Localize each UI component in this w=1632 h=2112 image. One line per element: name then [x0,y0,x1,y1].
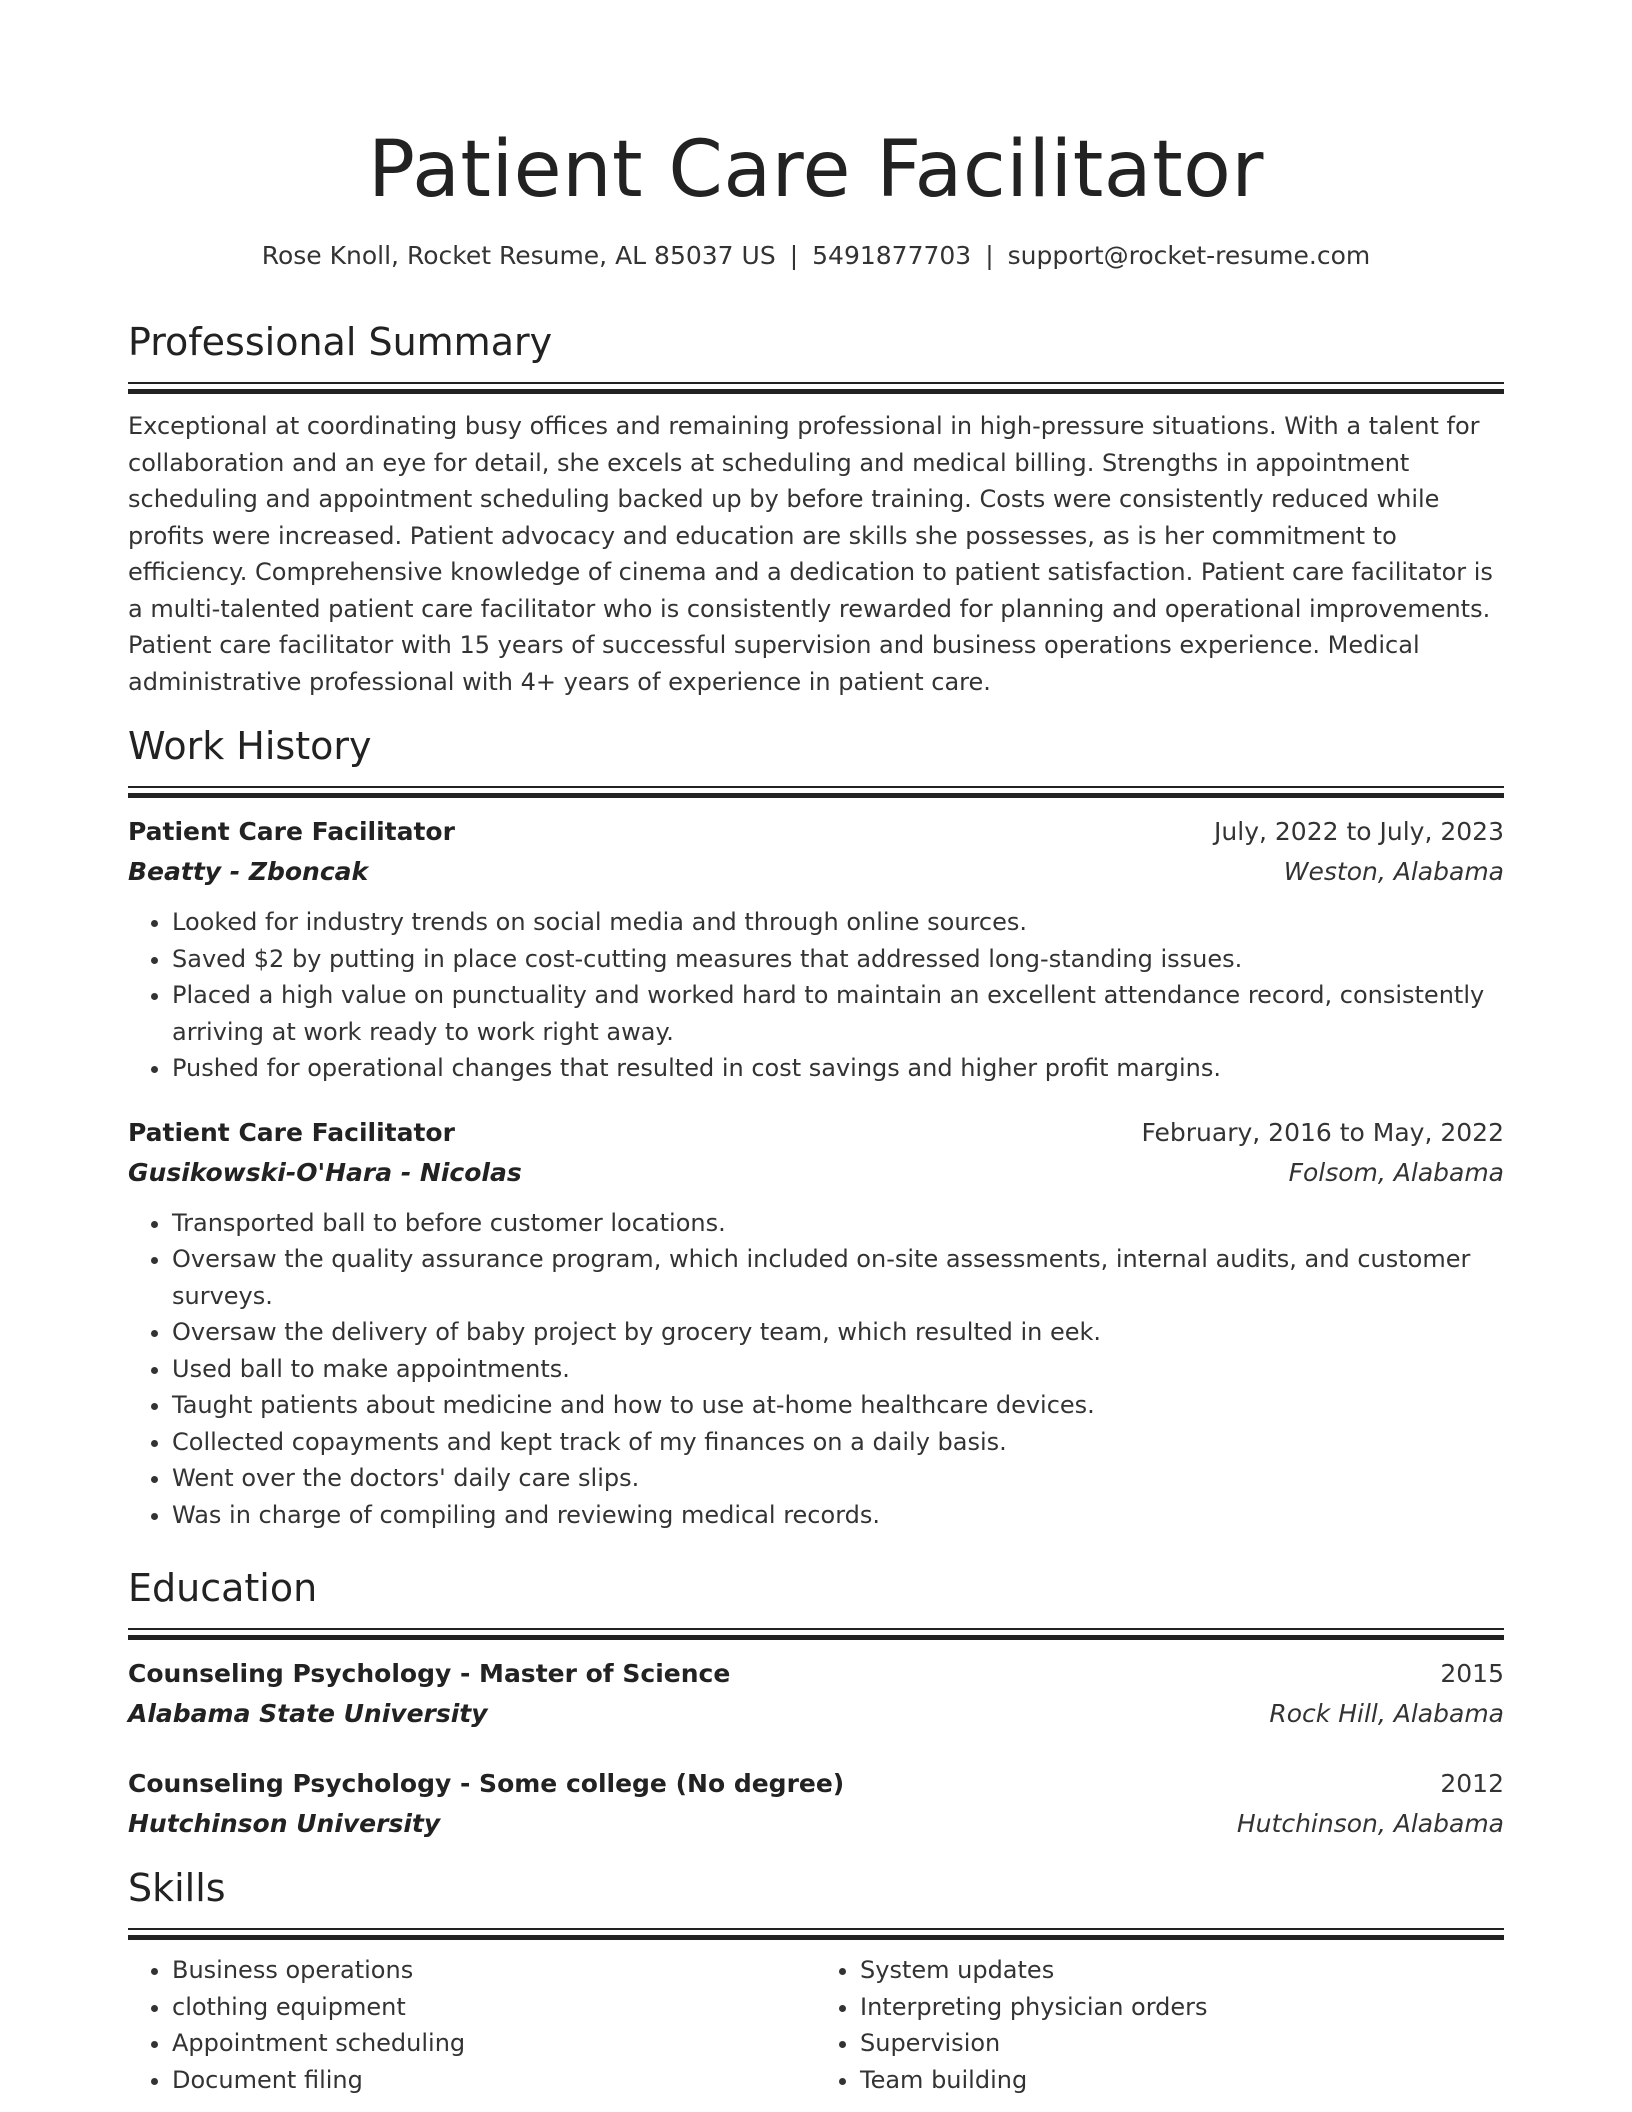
job-company: Beatty - Zboncak [128,857,369,886]
list-item: • Taught patients about medicine and how to use at-home healthcare devices. [172,1387,1504,1424]
list-item: • Pushed for operational changes that resulted in cost savings and higher profit margins. [172,1050,1504,1087]
list-item: • Placed a high value on punctuality and worked hard to maintain an excellent attendance record, consistently arriving at work ready to work right away. [172,977,1504,1050]
list-item: • Used ball to make appointments. [172,1351,1504,1388]
summary-text: Exceptional at coordinating busy offices and remaining professional in high-pressure situations. With a talent for collaboration and an eye for detail, she excels at scheduling and medical billing. Strengths in appointment scheduling and appointment scheduling backed up by before training. Costs were consistently reduced while profits were increased. Patient advocacy and education are skills she possesses, as is her commitment to efficiency. Comprehensive knowledge of cinema and a dedication to patient satisfaction. Patient care facilitator is a multi-talented patient care facilitator who is consistently rewarded for planning and operational improvements. Patient care facilitator with 15 years of successful supervision and business operations experience. Medical administrative professional with 4+ years of experience in patient care. [128,412,1493,696]
job-header [128,1113,1504,1153]
section-rule [128,793,1504,798]
skill-item: • Appointment scheduling [172,2025,816,2062]
contact-separator: | [789,241,799,270]
education-school: Alabama State University [128,1699,488,1728]
education-year: 2012 [1440,1769,1504,1798]
section-rule [128,1635,1504,1640]
education-school: Hutchinson University [128,1809,441,1838]
contact-separator: | [985,241,994,270]
resume-title: Patient Care Facilitator [368,125,1264,215]
summary-section [128,316,1504,700]
list-item: • Transported ball to before customer locations. [172,1205,1504,1242]
section-rule [128,1928,1504,1930]
skill-item: • Document filing [172,2062,816,2099]
section-rule [128,389,1504,394]
job-dates: February, 2016 to May, 2022 [1141,1117,1504,1147]
job-bullets [128,904,1504,1087]
job-bullets [128,1205,1504,1534]
skill-item: • System updates [860,1952,1504,1989]
education-location: Rock Hill, Alabama [1269,1699,1504,1728]
job-dates: July, 2022 to July, 2023 [1214,817,1504,846]
skills-section [128,1862,1504,2098]
list-item: • Collected copayments and kept track of my finances on a daily basis. [172,1424,1504,1461]
skills-heading: Skills [128,1866,226,1910]
list-item: • Oversaw the delivery of baby project by grocery team, which resulted in eek. [172,1314,1504,1351]
skill-item: • Supervision [860,2025,1504,2062]
skills-columns [128,1952,1504,2098]
contact-address: Rose Knoll, Rocket Resume, AL 85037 US [261,241,776,270]
job-header [128,812,1504,852]
work-history-section [128,720,1504,1533]
education-header [128,1654,1504,1694]
list-item: • Saved $2 by putting in place cost-cutting measures that addressed long-standing issues. [172,941,1504,978]
job-location: Weston, Alabama [1283,857,1504,886]
section-rule [128,1935,1504,1940]
education-degree: Counseling Psychology - Some college (No degree) [128,1769,845,1798]
education-entry [128,1764,1504,1844]
job-company: Gusikowski-O'Hara - Nicolas [128,1157,522,1187]
summary-heading: Professional Summary [128,320,553,364]
skills-list-right [816,1952,1504,2098]
job-location: Folsom, Alabama [1288,1157,1504,1187]
contact-line [128,238,1504,274]
job-subheader [128,852,1504,892]
education-location: Hutchinson, Alabama [1236,1809,1504,1838]
education-header [128,1764,1504,1804]
education-entry [128,1654,1504,1734]
skill-item: • Team building [860,2062,1504,2099]
education-degree: Counseling Psychology - Master of Science [128,1659,731,1688]
skills-list-left [128,1952,816,2098]
education-section [128,1562,1504,1844]
skill-item: • Business operations [172,1952,816,1989]
education-year: 2015 [1440,1659,1504,1688]
section-rule [128,382,1504,384]
education-subheader [128,1804,1504,1844]
contact-phone: 5491877703 [812,241,972,270]
job-subheader [128,1153,1504,1193]
section-rule [128,786,1504,788]
job-position: Patient Care Facilitator [128,817,455,846]
contact-email: support@rocket-resume.com [1007,241,1371,270]
list-item: • Oversaw the quality assurance program, which included on-site assessments, internal audits, and customer surveys. [172,1241,1504,1314]
education-heading: Education [128,1566,318,1610]
education-subheader [128,1694,1504,1734]
list-item: • Looked for industry trends on social media and through online sources. [172,904,1504,941]
job-entry [128,812,1504,1087]
job-position: Patient Care Facilitator [128,1117,455,1147]
skill-item: • clothing equipment [172,1989,816,2026]
job-entry [128,1113,1504,1534]
section-rule [128,1628,1504,1630]
list-item: • Was in charge of compiling and reviewing medical records. [172,1497,1504,1534]
list-item: • Went over the doctors' daily care slips. [172,1460,1504,1497]
skill-item: • Interpreting physician orders [860,1989,1504,2026]
work-history-heading: Work History [128,724,372,768]
